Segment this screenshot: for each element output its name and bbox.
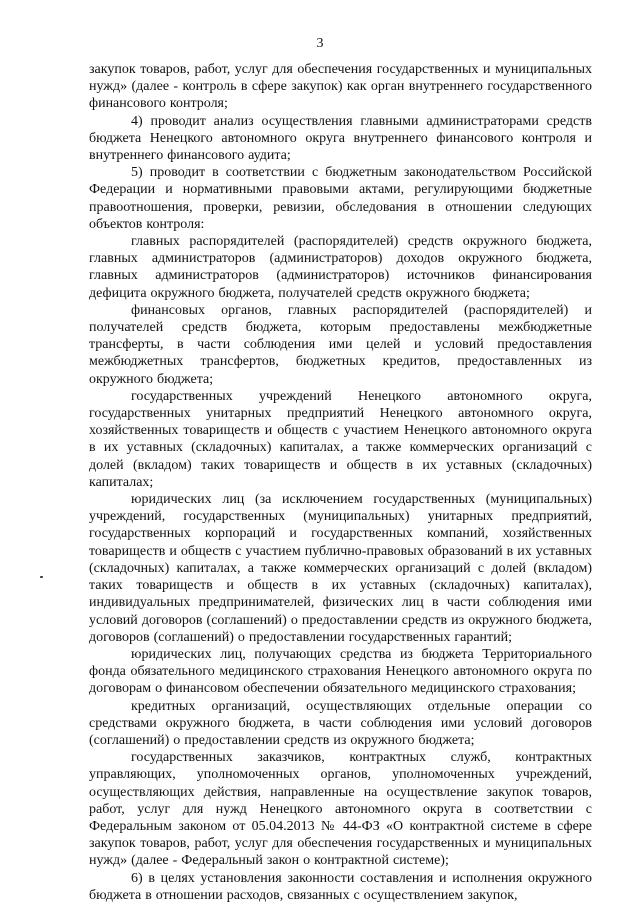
page-number: 3	[316, 36, 324, 51]
paragraph-state-institutions: государственных учреждений Ненецкого автономного округа, государственных унитарных предприятий Ненецкого автономного округа, хозяйственных товариществ и обществ с участием Ненецкого автономного округа в их уставных (складочных) капиталах, а также коммерческих организаций с долей (вкладом) таких товариществ и обществ в их уставных (складочных) капиталах;	[89, 388, 592, 490]
scan-speck	[40, 576, 43, 578]
paragraph-legal-entities: юридических лиц (за исключением государственных (муниципальных) учреждений, государственных (муниципальных) унитарных предприятий, государственных корпораций и государственных компаний, хозяйственных товариществ и обществ с участием публично-правовых образований в их уставных (складочных) капиталах, а также коммерческих организаций с долей (вкладом) таких товариществ и обществ в их уставных (складочных) капиталах), индивидуальных предпринимателей, физических лиц в части соблюдения ими условий договоров (соглашений) о предоставлении средств из окружного бюджета, договоров (соглашений) о предоставлении государственных гарантий;	[89, 492, 592, 645]
paragraph-state-customers: государственных заказчиков, контрактных служб, контрактных управляющих, уполномоченных органов, уполномоченных учреждений, осуществляющих действия, направленные на осуществление закупок товаров, работ, услуг для нужд Ненецкого автономного округа в соответствии с Федеральным законом от 05.04.2013 № 44-ФЗ «О контрактной системе в сфере закупок товаров, работ, услуг для обеспечения государственных и муниципальных нужд» (далее - Федеральный закон о контрактной системе);	[89, 750, 592, 869]
paragraph-item-5: 5) проводит в соответствии с бюджетным законодательством Российской Федерации и нормативными правовыми актами, регулирующими бюджетные правоотношения, проверки, ревизии, обследования в отношении следующих объектов контроля:	[89, 165, 592, 232]
paragraph-credit-organizations: кредитных организаций, осуществляющих отдельные операции со средствами окружного бюджета, в части соблюдения ими условий договоров (соглашений) о предоставлении средств из окружного бюджета;	[89, 698, 592, 748]
document-body	[89, 61, 592, 904]
paragraph-medical-insurance: юридических лиц, получающих средства из бюджета Территориального фонда обязательного медицинского страхования Ненецкого автономного округа по договорам о финансовом обеспечении обязательного медицинского страхования;	[89, 646, 592, 697]
paragraph-control-in-procurement: закупок товаров, работ, услуг для обеспечения государственных и муниципальных нужд» (далее - контроль в сфере закупок) как орган внутреннего государственного финансового контроля;	[89, 62, 592, 112]
paragraph-financial-bodies: финансовых органов, главных распорядителей (распорядителей) и получателей средств бюджета, которым предоставлены межбюджетные трансферты, в части соблюдения ими целей и условий предоставления межбюджетных трансфертов, бюджетных кредитов, предоставленных из окружного бюджета;	[89, 302, 592, 387]
paragraph-item-4: 4) проводит анализ осуществления главными администраторами средств бюджета Ненецкого автономного округа внутреннего финансового контроля и внутреннего финансового аудита;	[89, 113, 592, 164]
paragraph-item-6: 6) в целях установления законности составления и исполнения окружного бюджета в отношении расходов, связанных с осуществлением закупок,	[89, 870, 592, 903]
paragraph-budget-administrators: главных распорядителей (распорядителей) средств окружного бюджета, главных администраторов (администраторов) доходов окружного бюджета, главных администраторов (администраторов) источников финансирования дефицита окружного бюджета, получателей средств окружного бюджета;	[89, 234, 592, 301]
